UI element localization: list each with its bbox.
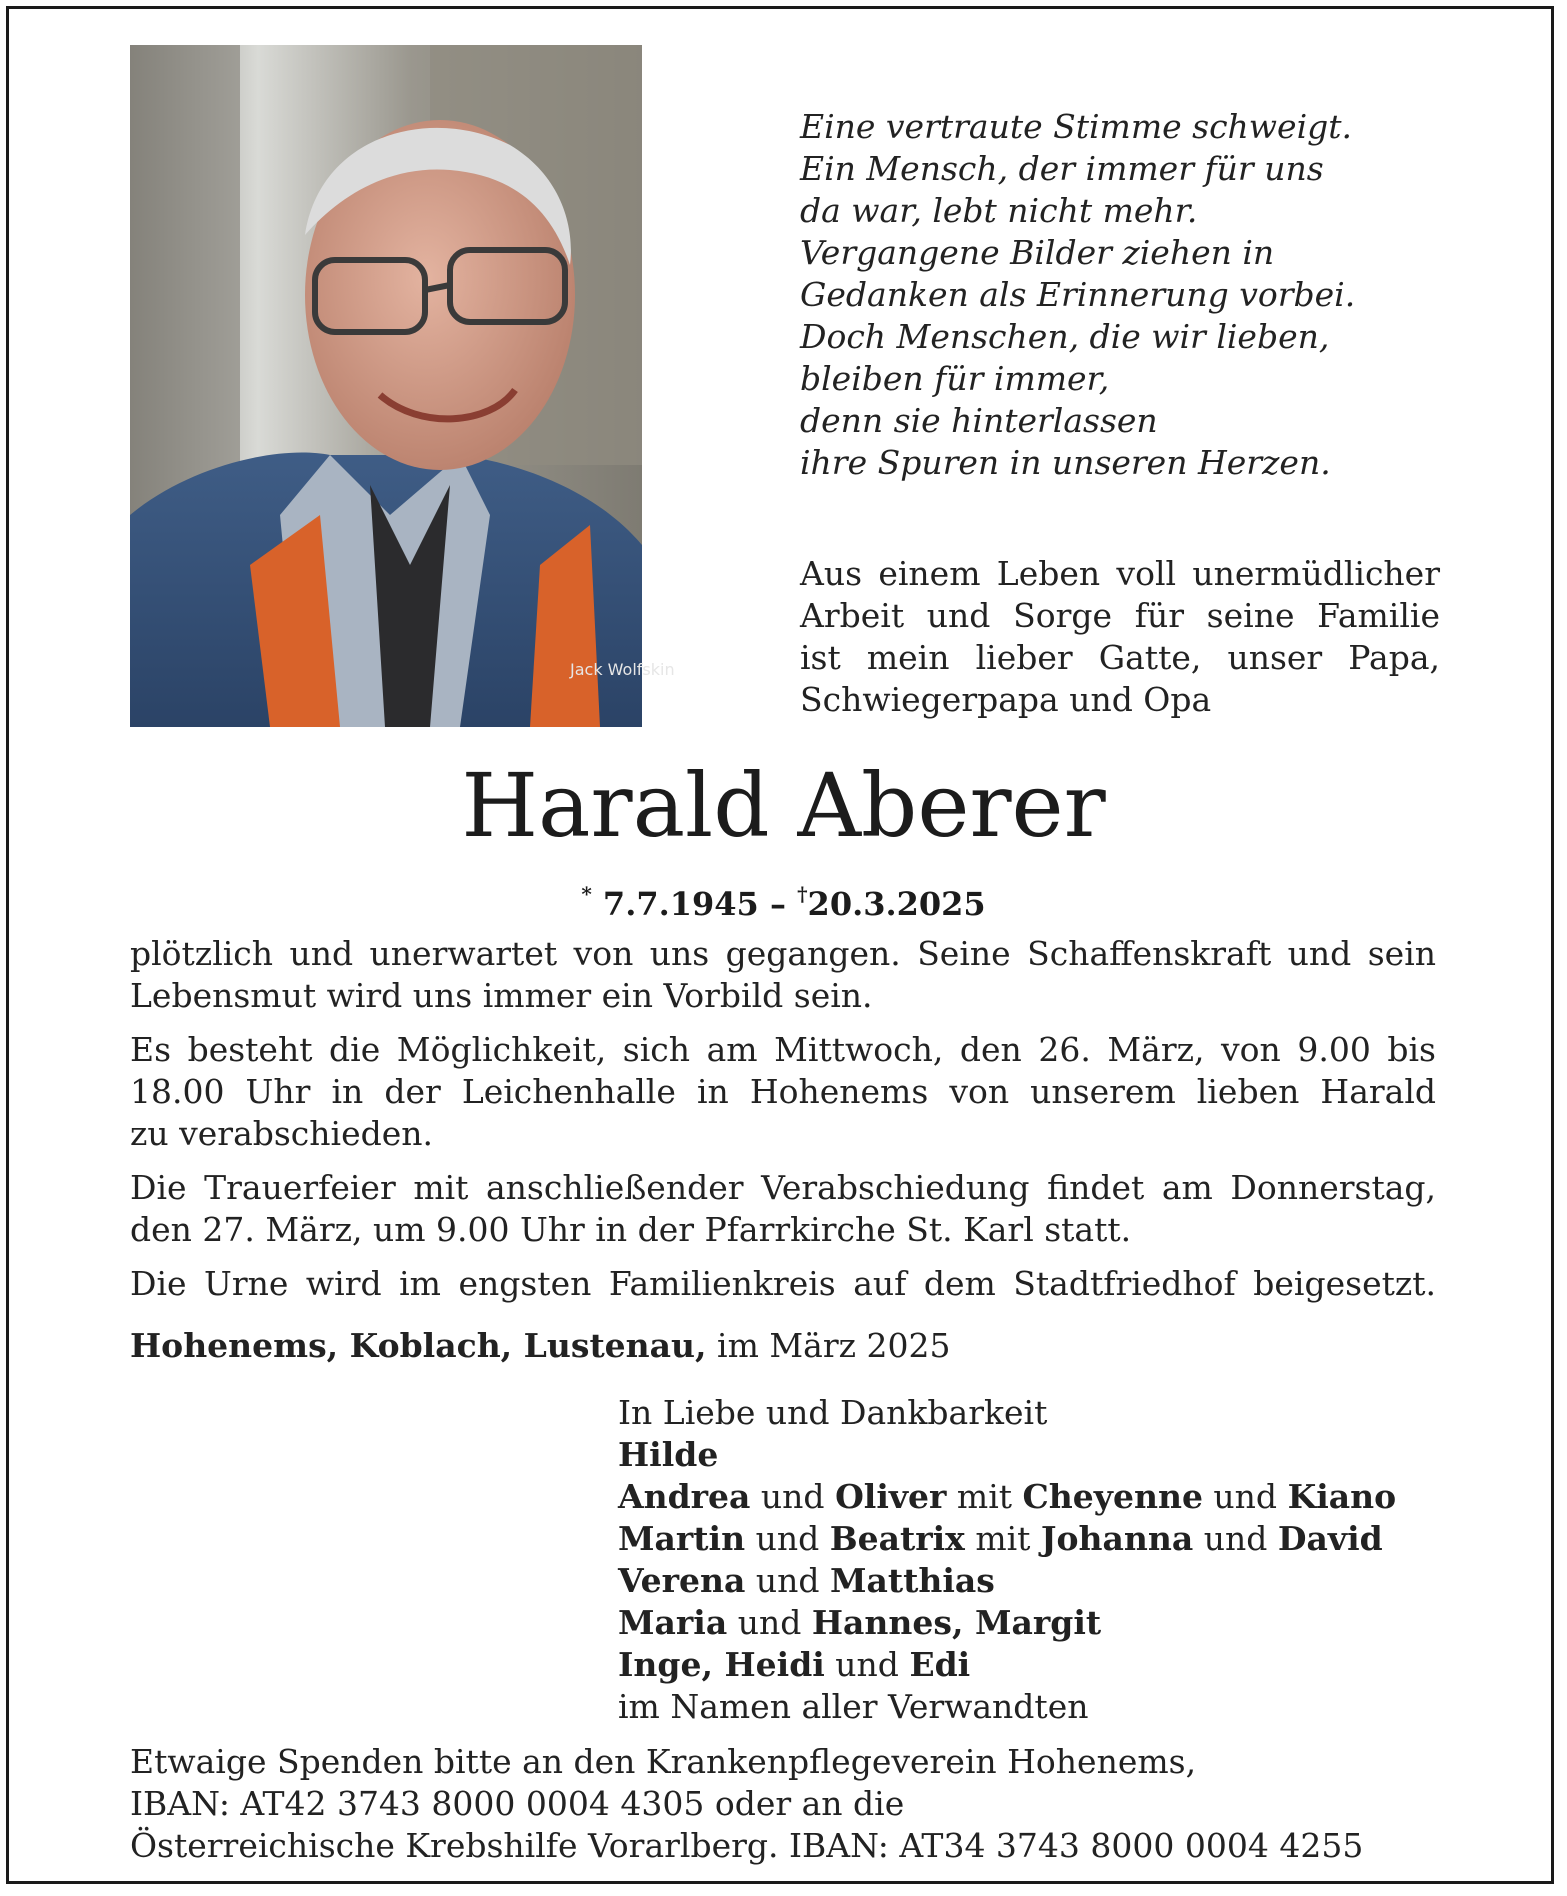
conjunction: und xyxy=(824,1645,910,1684)
signers-closing: im Namen aller Verwandten xyxy=(618,1687,1089,1726)
poem-line: da war, lebt nicht mehr. xyxy=(800,191,1198,230)
date-separator: – xyxy=(769,885,786,923)
donation-info xyxy=(130,1741,1363,1867)
intro-text xyxy=(800,553,1440,721)
signer-name: Martin xyxy=(618,1519,746,1558)
intro-line: Arbeit und Sorge für seine Familie xyxy=(800,596,1440,635)
signer-name: Hannes, Margit xyxy=(811,1603,1102,1642)
conjunction: mit xyxy=(946,1477,1023,1516)
signer-name: Oliver xyxy=(835,1477,947,1516)
intro-line: Schwiegerpapa und Opa xyxy=(800,680,1212,719)
life-dates xyxy=(0,872,1567,926)
conjunction: und xyxy=(727,1603,812,1642)
signer-name: Kiano xyxy=(1287,1477,1397,1516)
portrait-image xyxy=(130,45,675,727)
conjunction: und xyxy=(745,1561,830,1600)
memorial-poem xyxy=(800,106,1500,484)
conjunction: und xyxy=(750,1477,836,1516)
jacket-logo-text: Jack Wolfskin xyxy=(570,660,675,679)
conjunction: mit xyxy=(964,1519,1041,1558)
signer-line xyxy=(618,1560,1396,1602)
paragraph-line: Es besteht die Möglichkeit, sich am Mittwoch, den 26. März, von 9.00 bis xyxy=(130,1030,1436,1069)
poem-line: Eine vertraute Stimme schweigt. xyxy=(800,107,1353,146)
birth-symbol: * xyxy=(581,882,592,906)
signer-line xyxy=(618,1518,1396,1560)
signer-name: Hilde xyxy=(618,1435,719,1474)
signer-name: Andrea xyxy=(618,1477,751,1516)
paragraph-passing xyxy=(130,933,1436,1017)
poem-line: Doch Menschen, die wir lieben, xyxy=(800,317,1330,356)
notice-body xyxy=(130,933,1436,1317)
signers-list xyxy=(618,1392,1396,1728)
signer-name: Verena xyxy=(618,1561,746,1600)
poem-line: Ein Mensch, der immer für uns xyxy=(800,149,1324,188)
paragraph-viewing xyxy=(130,1029,1436,1155)
signer-line xyxy=(618,1602,1396,1644)
conjunction: und xyxy=(1202,1477,1288,1516)
poem-line: bleiben für immer, xyxy=(800,359,1110,398)
paragraph-line: plötzlich und unerwartet von uns gegangen. Seine Schaffenskraft und sein xyxy=(130,934,1436,973)
paragraph-burial xyxy=(130,1263,1436,1305)
portrait-photo xyxy=(130,45,675,727)
signer-name: Maria xyxy=(618,1603,728,1642)
paragraph-line: Lebensmut wird uns immer ein Vorbild sein. xyxy=(130,976,873,1015)
donation-line: Österreichische Krebshilfe Vorarlberg. IBAN: AT34 3743 8000 0004 4255 xyxy=(130,1826,1364,1865)
donation-line: IBAN: AT42 3743 8000 0004 4305 oder an die xyxy=(130,1784,905,1823)
intro-line: Aus einem Leben voll unermüdlicher xyxy=(800,554,1440,593)
death-date: 20.3.2025 xyxy=(807,885,986,923)
paragraph-line: den 27. März, um 9.00 Uhr in der Pfarrkirche St. Karl statt. xyxy=(130,1210,1132,1249)
place-and-date xyxy=(130,1325,950,1367)
birth-date: 7.7.1945 xyxy=(602,885,759,923)
poem-line: Gedanken als Erinnerung vorbei. xyxy=(800,275,1356,314)
signer-name: Cheyenne xyxy=(1022,1477,1203,1516)
paragraph-line: Die Urne wird im engsten Familienkreis auf dem Stadtfriedhof beigesetzt. xyxy=(130,1264,1436,1303)
paragraph-line: Die Trauerfeier mit anschließender Verabschiedung findet am Donnerstag, xyxy=(130,1168,1436,1207)
poem-line: ihre Spuren in unseren Herzen. xyxy=(800,443,1331,482)
deceased-name: Harald Aberer xyxy=(461,754,1106,857)
signer-line xyxy=(618,1476,1396,1518)
paragraph-ceremony xyxy=(130,1167,1436,1251)
signer-line xyxy=(618,1644,1396,1686)
poem-line: denn sie hinterlassen xyxy=(800,401,1158,440)
signer-name: David xyxy=(1277,1519,1383,1558)
signers-opening: In Liebe und Dankbarkeit xyxy=(618,1393,1048,1432)
poem-line: Vergangene Bilder ziehen in xyxy=(800,233,1275,272)
signer-name: Inge, Heidi xyxy=(618,1645,825,1684)
paragraph-line: 18.00 Uhr in der Leichenhalle in Hohenems von unserem lieben Harald xyxy=(130,1072,1436,1111)
signer-name: Edi xyxy=(909,1645,971,1684)
signer-name: Johanna xyxy=(1040,1519,1194,1558)
signer-name: Beatrix xyxy=(829,1519,965,1558)
paragraph-line: zu verabschieden. xyxy=(130,1114,434,1153)
conjunction: und xyxy=(745,1519,830,1558)
place-date: im März 2025 xyxy=(706,1326,951,1365)
signer-line xyxy=(618,1434,1396,1476)
donation-line: Etwaige Spenden bitte an den Krankenpflegeverein Hohenems, xyxy=(130,1742,1197,1781)
intro-line: ist mein lieber Gatte, unser Papa, xyxy=(800,638,1440,677)
signer-name: Matthias xyxy=(829,1561,995,1600)
death-symbol: † xyxy=(797,882,808,906)
place-locations: Hohenems, Koblach, Lustenau, xyxy=(130,1326,707,1365)
conjunction: und xyxy=(1193,1519,1278,1558)
